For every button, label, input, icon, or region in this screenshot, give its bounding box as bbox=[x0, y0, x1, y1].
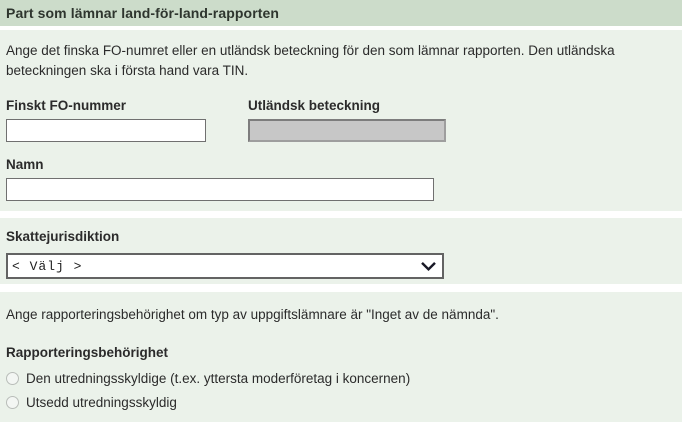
radio-option-responsible-entity[interactable] bbox=[6, 371, 676, 386]
page-title: Part som lämnar land-för-land-rapporten bbox=[6, 5, 280, 21]
chevron-down-icon bbox=[421, 259, 436, 274]
id-fields-row bbox=[6, 98, 676, 142]
name-field-group bbox=[6, 157, 676, 201]
authority-section bbox=[0, 292, 682, 422]
authority-label-block bbox=[6, 344, 676, 362]
authority-radio-group bbox=[6, 371, 676, 410]
foreign-id-input bbox=[248, 119, 446, 142]
radio-option-label: Utsedd utredningsskyldig bbox=[26, 395, 177, 410]
foreign-id-field-group bbox=[248, 98, 458, 142]
jurisdiction-select[interactable] bbox=[6, 253, 444, 279]
authority-description: Ange rapporteringsbehörighet om typ av uppgiftslämnare är "Inget av de nämnda". bbox=[6, 307, 499, 322]
radio-unchecked-icon[interactable] bbox=[6, 396, 19, 409]
fo-number-field-group bbox=[6, 98, 248, 142]
jurisdiction-selected-value: < Välj > bbox=[12, 258, 83, 274]
radio-unchecked-icon[interactable] bbox=[6, 372, 19, 385]
jurisdiction-section bbox=[0, 218, 682, 284]
identity-description: Ange det finska FO-numret eller en utländsk beteckning för den som lämnar rapporten. Den utländska beteckningen ska i första hand vara TIN. bbox=[6, 43, 615, 78]
foreign-id-label: Utländsk beteckning bbox=[248, 98, 381, 113]
name-input[interactable] bbox=[6, 178, 434, 201]
authority-label: Rapporteringsbehörighet bbox=[6, 345, 169, 360]
jurisdiction-label: Skattejurisdiktion bbox=[6, 229, 120, 244]
section-header-bar bbox=[0, 0, 682, 26]
radio-option-appointed-entity[interactable] bbox=[6, 395, 676, 410]
fo-number-label: Finskt FO-nummer bbox=[6, 98, 127, 113]
name-label: Namn bbox=[6, 157, 44, 172]
radio-option-label: Den utredningsskyldige (t.ex. yttersta moderföretag i koncernen) bbox=[26, 371, 411, 386]
fo-number-input[interactable] bbox=[6, 119, 206, 142]
identity-section bbox=[0, 30, 682, 211]
